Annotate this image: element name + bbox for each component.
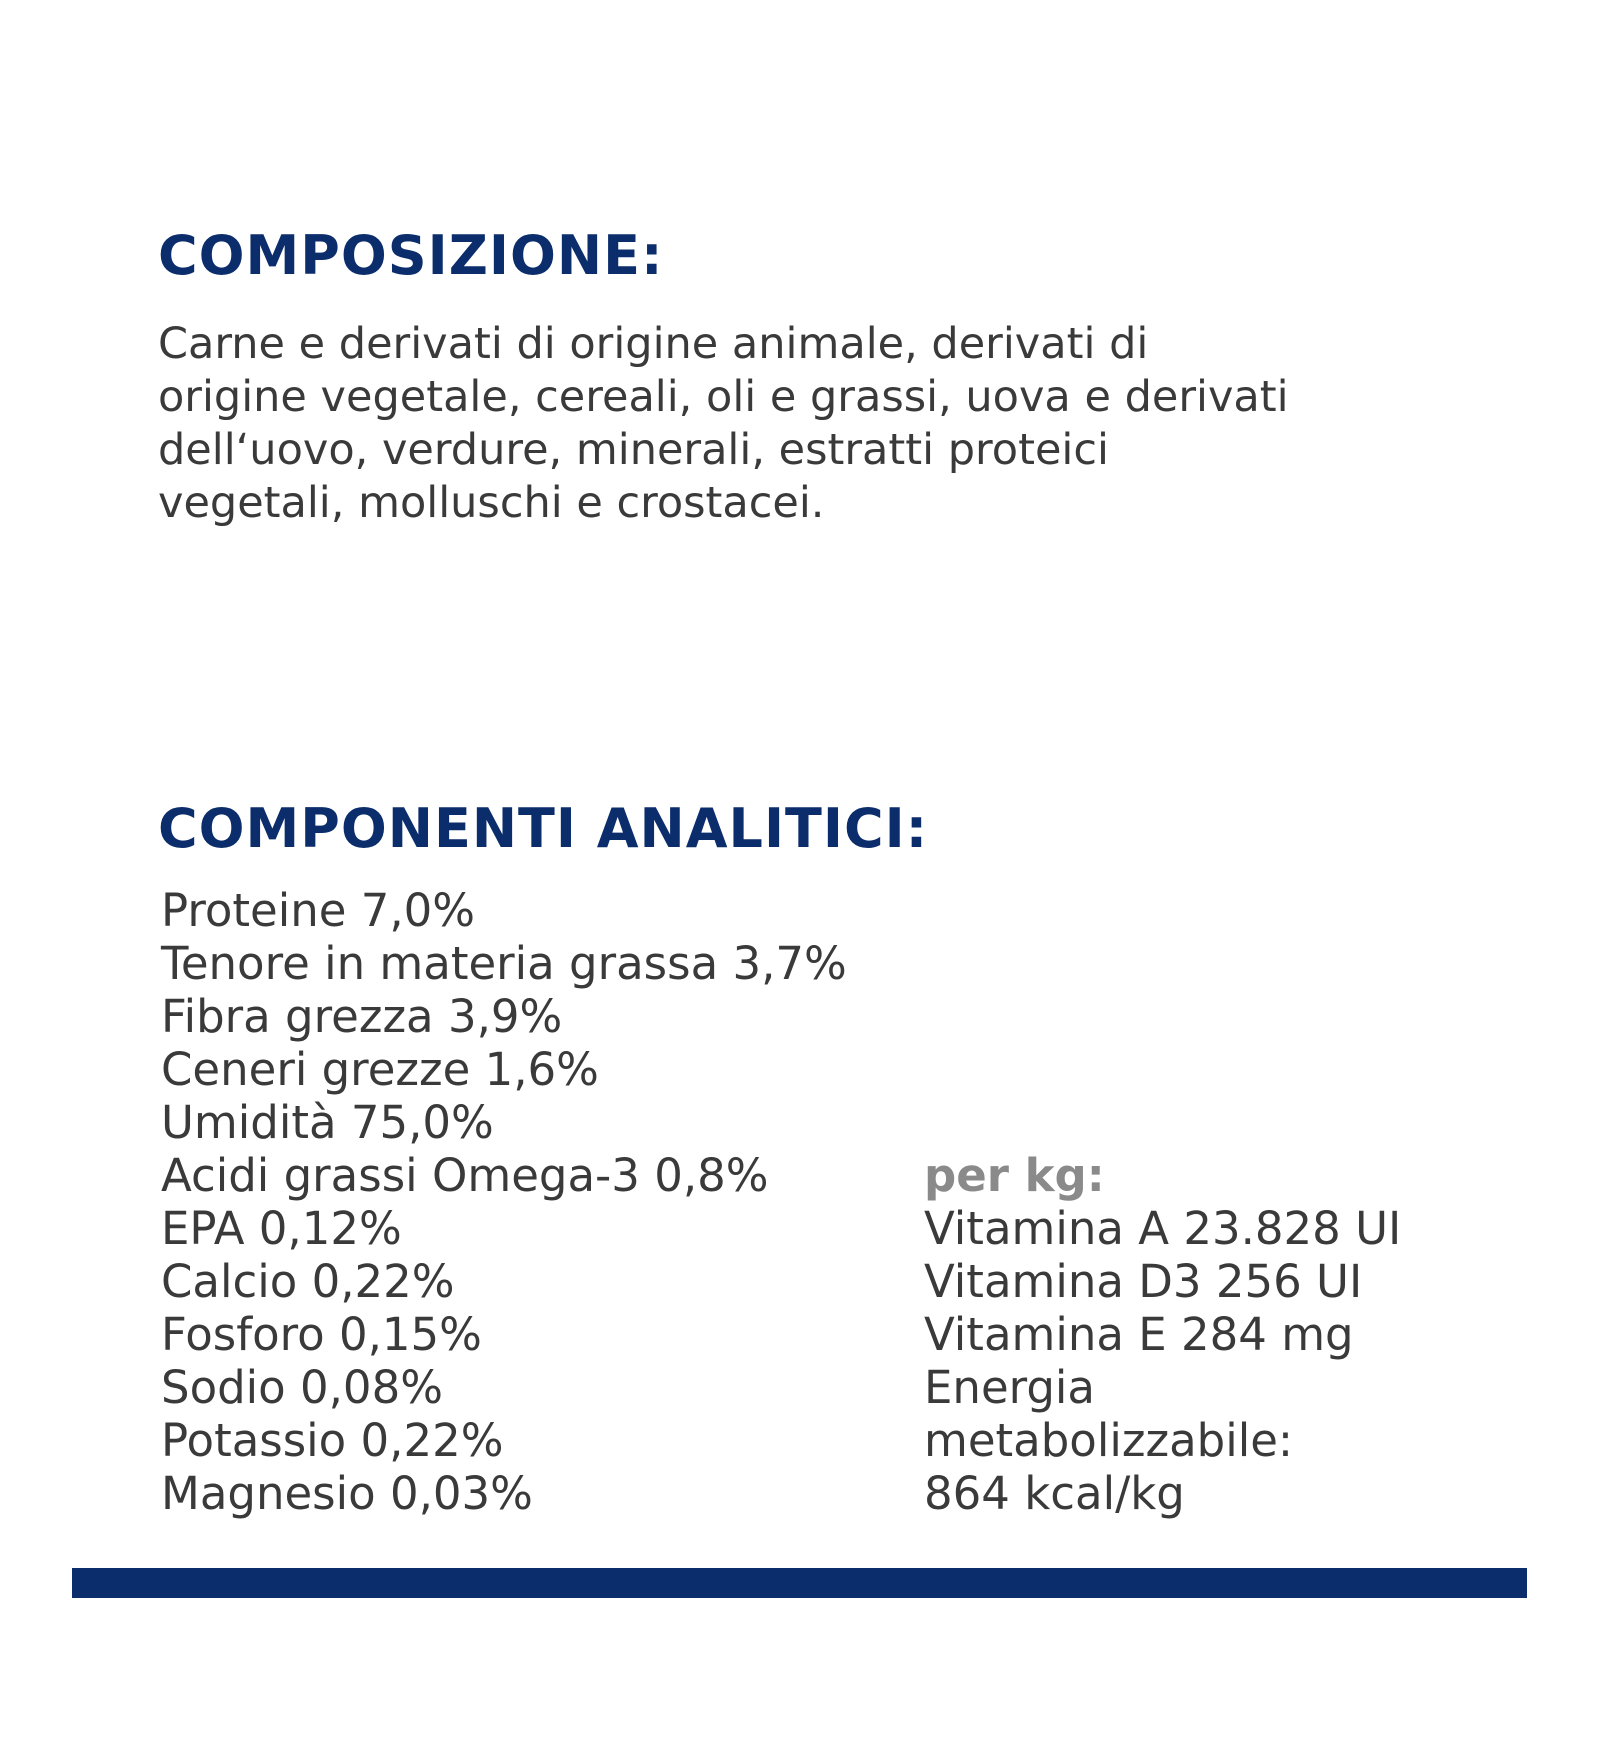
composizione-line: vegetali, molluschi e crostacei. [158, 478, 825, 528]
per-kg-item: Vitamina A 23.828 UI [924, 1202, 1402, 1255]
bottom-divider-bar [72, 1568, 1527, 1598]
componenti-analitici-list [161, 884, 847, 1520]
per-kg-item: 864 kcal/kg [924, 1467, 1185, 1520]
per-kg-item: Vitamina E 284 mg [924, 1308, 1354, 1361]
componenti-analitici-heading: COMPONENTI ANALITICI: [158, 797, 929, 860]
analytic-item: Umidità 75,0% [161, 1096, 494, 1149]
analytic-item: EPA 0,12% [161, 1202, 402, 1255]
per-kg-header: per kg: [924, 1149, 1105, 1202]
analytic-item: Tenore in materia grassa 3,7% [161, 937, 847, 990]
per-kg-item: Energia [924, 1361, 1095, 1414]
analytic-item: Magnesio 0,03% [161, 1467, 533, 1520]
composizione-line: Carne e derivati di origine animale, derivati di [158, 319, 1149, 369]
composizione-line: origine vegetale, cereali, oli e grassi, uova e derivati [158, 372, 1289, 422]
analytic-item: Fibra grezza 3,9% [161, 990, 563, 1043]
composizione-line: dell‘uovo, verdure, minerali, estratti proteici [158, 425, 1109, 475]
analytic-item: Acidi grassi Omega-3 0,8% [161, 1149, 769, 1202]
analytic-item: Proteine 7,0% [161, 884, 476, 937]
composizione-text [158, 318, 1498, 530]
analytic-item: Ceneri grezze 1,6% [161, 1043, 599, 1096]
analytic-item: Sodio 0,08% [161, 1361, 443, 1414]
per-kg-item: Vitamina D3 256 UI [924, 1255, 1363, 1308]
per-kg-item: metabolizzabile: [924, 1414, 1294, 1467]
analytic-item: Fosforo 0,15% [161, 1308, 482, 1361]
per-kg-section [924, 1149, 1401, 1520]
analytic-item: Potassio 0,22% [161, 1414, 504, 1467]
composizione-heading: COMPOSIZIONE: [158, 224, 664, 287]
per-kg-list [924, 1202, 1401, 1520]
analytic-item: Calcio 0,22% [161, 1255, 455, 1308]
